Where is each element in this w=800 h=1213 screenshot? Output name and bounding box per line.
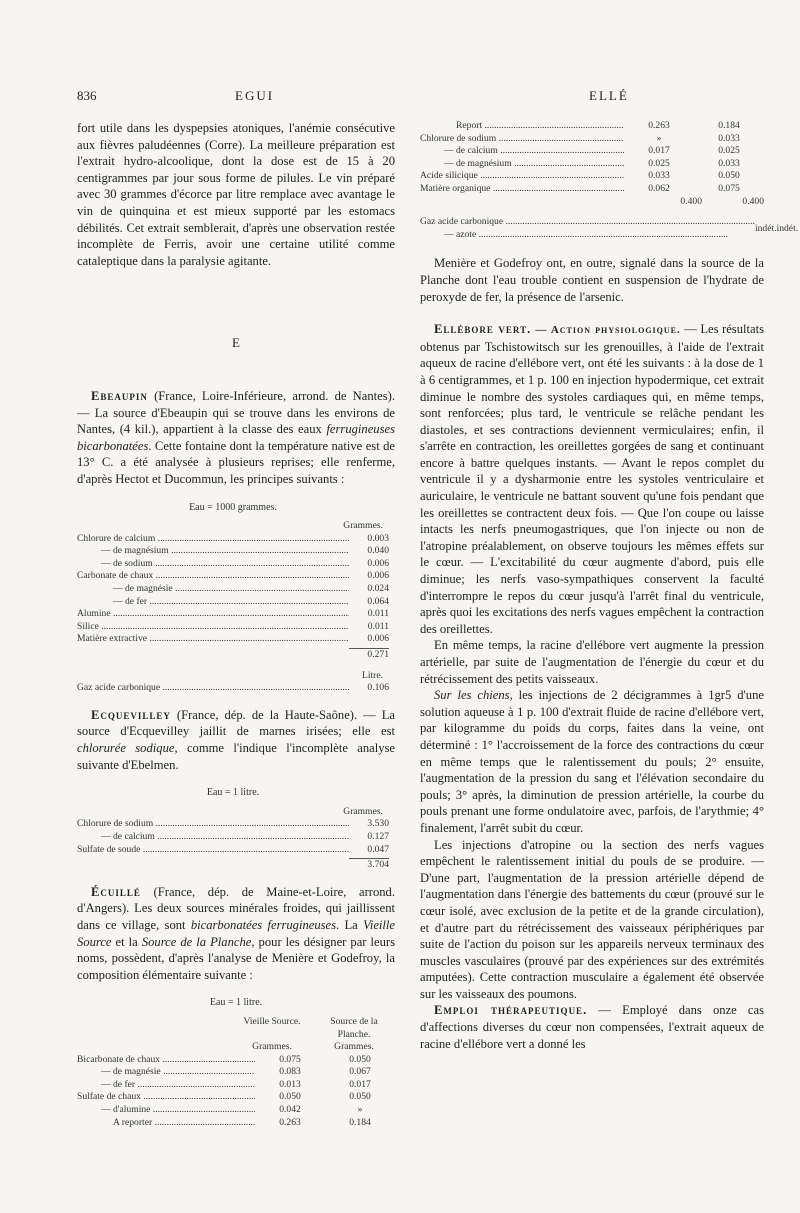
table-row bbox=[420, 170, 764, 183]
table-row bbox=[77, 608, 389, 621]
table-row bbox=[420, 216, 755, 229]
table-row bbox=[420, 133, 764, 146]
row-label: Report ..... bbox=[420, 120, 624, 133]
entry-italic: Source de la Planche bbox=[141, 934, 252, 949]
table-row bbox=[420, 183, 764, 196]
row-value: 0.040 bbox=[367, 545, 389, 557]
table-row bbox=[77, 533, 389, 546]
section-letter: E bbox=[232, 335, 240, 351]
entry-text: (France, dép. de Maine-et-Loire, arrond. d'Angers). Les deux sources minérales froides, qui jaillissent dans ce village, sont bbox=[77, 884, 395, 932]
row-label: Sulfate de chaux ..... bbox=[77, 1091, 255, 1104]
row-label: Chlorure de calcium ..... bbox=[77, 533, 349, 546]
row-label: — azote ..... bbox=[420, 229, 755, 242]
table-row bbox=[420, 158, 764, 171]
row-value: 0.033 bbox=[718, 132, 740, 144]
row-label: — de fer ..... bbox=[77, 1079, 255, 1092]
row-label: Bicarbonate de chaux ..... bbox=[77, 1054, 255, 1067]
row-value: 0.006 bbox=[367, 557, 389, 569]
entry-italic: Vieille Source bbox=[77, 917, 395, 949]
table-total bbox=[77, 859, 389, 872]
table-row bbox=[77, 545, 389, 558]
row-value: 0.011 bbox=[367, 608, 389, 620]
row-label: Sulfate de soude ..... bbox=[77, 844, 349, 857]
table-row bbox=[77, 682, 389, 695]
row-value: 0.024 bbox=[367, 583, 389, 595]
row-label: Gaz acide carbonique ..... bbox=[77, 682, 349, 695]
row-value: 0.050 bbox=[349, 1091, 371, 1103]
ebeaupin-analysis-table bbox=[77, 502, 389, 695]
row-value: 0.062 bbox=[648, 182, 670, 194]
entry-italic: ferrugineuses bicarbonatées bbox=[77, 422, 395, 453]
column-unit: Grammes. bbox=[334, 1041, 374, 1053]
row-value: 0.003 bbox=[367, 532, 389, 544]
table-row bbox=[77, 818, 389, 831]
row-value: 0.013 bbox=[279, 1078, 301, 1090]
total-value: 0.400 bbox=[742, 195, 764, 207]
table-total bbox=[420, 196, 764, 209]
entry-title: Ellébore vert. bbox=[434, 322, 532, 337]
entry-text: — Employé dans onze cas d'affections diverses du cœur non compensées, l'extrait aqueux de racine d'ellébore vert a donné les bbox=[420, 1003, 764, 1051]
meniere-paragraph: Menière et Godefroy ont, en outre, signalé dans la source de la Planche dont l'eau trouble contient en suspension de l'hydrate de peroxyde de fer, la présence de l'arsenic. bbox=[420, 256, 764, 304]
table-unit: Grammes. bbox=[343, 805, 383, 817]
pressure-paragraph: En même temps, la racine d'ellébore vert augmente la pression artérielle, par suite de l'augmentation de l'énergie du cœur et du rétrécissement des petits vaisseaux. bbox=[420, 638, 764, 686]
ecuille-analysis-table bbox=[77, 997, 395, 1129]
row-label: Matière organique ..... bbox=[420, 183, 624, 196]
row-value: 0.042 bbox=[279, 1104, 301, 1116]
intro-paragraph: fort utile dans les dyspepsies atoniques, l'anémie consécutive aux fièvres paludéennes (Corre). La meilleure préparation est l'extrait hydro-alcoolique, dont la dose est de 15 à 20 centigrammes par jour sous forme de pilules. Le vin préparé avec 30 grammes d'écorce par litre remplace avec avantage le vin de quinquina et est mieux supporté par les estomacs débilités. Cet extrait semblerait, d'après une observation restée incomplète de Ferris, avoir une certaine utilité comme cataleptique dans la paralysie agitante. bbox=[77, 121, 395, 268]
ecuille-analysis-table-continued bbox=[420, 120, 799, 241]
table-caption: Eau = 1000 grammes. bbox=[189, 501, 277, 513]
entry-italic: chlorurée sodique bbox=[77, 741, 175, 755]
row-label: Gaz acide carbonique ..... bbox=[420, 216, 755, 229]
row-label: — de sodium ..... bbox=[77, 558, 349, 571]
row-label: Chlorure de sodium ..... bbox=[77, 818, 349, 831]
table-row bbox=[77, 1079, 395, 1092]
row-value: 0.184 bbox=[349, 1116, 371, 1128]
column-header: Source de la Planche. bbox=[330, 1015, 378, 1040]
table-row bbox=[77, 596, 389, 609]
row-value: 0.263 bbox=[279, 1116, 301, 1128]
entry-title: Écuillé bbox=[91, 884, 141, 899]
row-value: 0.064 bbox=[367, 595, 389, 607]
row-value: 0.025 bbox=[718, 145, 740, 157]
entry-text: , comme l'indique l'incomplète analyse suivante d'Ebelmen. bbox=[77, 741, 395, 772]
header-left-word: EGUI bbox=[235, 88, 275, 103]
row-value: 0.050 bbox=[718, 170, 740, 182]
table-caption: Eau = 1 litre. bbox=[209, 997, 263, 1009]
entry-title: Ebeaupin bbox=[91, 388, 148, 403]
total-value: 3.704 bbox=[367, 859, 389, 871]
gas-value: indét. bbox=[754, 223, 777, 235]
gas-value: indét. bbox=[776, 223, 799, 235]
row-label: Alumine ..... bbox=[77, 608, 349, 621]
entry-title: Emploi thérapeutique. bbox=[434, 1003, 588, 1018]
row-label: — de calcium ..... bbox=[420, 145, 624, 158]
row-value: 0.263 bbox=[648, 120, 670, 131]
table-body bbox=[77, 533, 389, 646]
table-row bbox=[77, 1117, 395, 1130]
table-unit-headers bbox=[77, 1041, 395, 1054]
entry-text: , pour les désigner par leurs noms, possèdent, d'après l'analyse de Menière et Godefroy, la composition élémentaire suivante : bbox=[77, 934, 395, 982]
table-body bbox=[420, 120, 764, 196]
entry-text: — Les résultats obtenus par Tschistowitsch sur les grenouilles, à l'aide de l'extrait aqueux de racine d'ellébore vert, ont été les suivants : à la dose de 1 à 6 centigrammes, et 1 p. 100 en injection hypodermique, cet extrait diminue le nombre des systoles cardiaques qui, en même temps, sont renforcées; plus tard, le ventricule se relâche pendant les diastoles, et ses contractions deviennent vermiculaires; enfin, il s'arrête en contraction, les oreillettes gorgées de sang et continuant encore à battre quelques instants. — Avant le repos complet du ventricule il y a dysharmonie entre les systoles ventriculaire et auriculaire, le ventricule ne battant souvent qu'une fois pendant que les oreillettes se contractent deux fois. — Que l'on coupe ou laisse intacts les nerfs pneumogastriques, que l'on injecte ou non de l'atropine préalablement, on observe toujours les mêmes effets sur le cœur. — L'excitabilité du cœur augmente d'abord, puis elle diminue; les nerfs vaso-sympathiques conservent la faculté d'interrompre le repos du cœur jusqu'à l'arrêt final du ventricule, après quoi les excitations des nerfs vagues empêchent la contraction des oreillettes. bbox=[420, 322, 764, 636]
row-value: 0.067 bbox=[349, 1066, 371, 1078]
row-value: 0.017 bbox=[349, 1078, 371, 1090]
table-row bbox=[77, 558, 389, 571]
row-label: Carbonate de chaux ..... bbox=[77, 570, 349, 583]
row-label: Acide silicique ..... bbox=[420, 170, 624, 183]
ecquevilley-analysis-table bbox=[77, 787, 389, 872]
table-row bbox=[77, 633, 389, 646]
ellebore-entry bbox=[420, 321, 764, 637]
table-total bbox=[77, 649, 389, 662]
table-row bbox=[420, 120, 764, 133]
row-value: 0.075 bbox=[279, 1053, 301, 1065]
row-label: — de magnésium ..... bbox=[77, 545, 349, 558]
table-row bbox=[420, 145, 764, 158]
entry-text: (France, dép. de la Haute-Saône). — La source d'Ecquevilley jaillit de marnes irisées; elle est bbox=[77, 707, 395, 739]
table-row bbox=[77, 570, 389, 583]
row-value: 0.006 bbox=[367, 633, 389, 645]
row-value: 0.106 bbox=[367, 682, 389, 694]
total-value: 0.271 bbox=[367, 649, 389, 661]
row-value: » bbox=[357, 1104, 363, 1116]
row-label: — d'alumine ..... bbox=[77, 1104, 255, 1117]
page-number: 836 bbox=[77, 88, 97, 103]
row-value: 0.011 bbox=[367, 620, 389, 632]
entry-text: , les injections de 2 décigrammes à 1gr5 d'une solution aqueuse à 1 p. 100 d'extrait fluide de racine d'ellébore vert, par kilogramme du poids du corps, faites dans la veine, ont déterminé : 1° l'accroissement de la force des contractions du cœur en même temps que le ralentissement du pouls; 2° ensuite, l'augmentation de la pression du sang et l'élévation secondaire du pouls; 3° après, la diminution de pression artérielle, la courbe du pouls prenant une forme ondulatoire avec, parfois, de l'arythmie; 4° finalement, l'arrêt subit du cœur. bbox=[420, 688, 764, 835]
row-value: 0.006 bbox=[367, 570, 389, 582]
table-body bbox=[77, 1054, 395, 1130]
row-label: — de calcium ..... bbox=[77, 831, 349, 844]
row-value: 0.083 bbox=[279, 1066, 301, 1078]
ecuille-entry bbox=[77, 884, 395, 984]
row-label: — de magnésium ..... bbox=[420, 158, 624, 171]
table-column-headers bbox=[77, 1016, 395, 1041]
table-unit: Grammes. bbox=[343, 520, 383, 532]
column-unit: Grammes. bbox=[252, 1041, 292, 1053]
ecquevilley-entry bbox=[77, 707, 395, 773]
entry-italic: Sur les chiens bbox=[434, 688, 510, 703]
entry-italic: bicarbonatées ferrugineuses bbox=[190, 917, 337, 932]
table-row bbox=[77, 583, 389, 596]
table-row bbox=[77, 621, 389, 634]
row-value: » bbox=[656, 132, 662, 144]
running-header bbox=[0, 88, 800, 108]
row-value: 0.050 bbox=[349, 1053, 371, 1065]
atropine-paragraph: Les injections d'atropine ou la section des nerfs vagues empêchent le ralentissement initial du pouls de se produire. — D'une part, l'augmentation de la pression artérielle dépend de l'augmentation dans l'énergie des battements du cœur (prouvé sur le cœur isolé, avec exclusion de la petite et de la grande circulation), et d'autre part du rétrécissement des vaisseaux périphériques par suite de l'action du poison sur les appareils nerveux terminaux des muscles vasculaires (prouvé par des expériences sur des extrémités amputées). Cette contraction musculaire a également été observée sur les vaisseaux des poumons. bbox=[420, 837, 764, 1001]
row-value: 0.017 bbox=[648, 145, 670, 157]
row-label: Silice ..... bbox=[77, 621, 349, 634]
gas-unit: Litre. bbox=[361, 669, 383, 681]
entry-text: et la bbox=[111, 934, 142, 949]
table-row bbox=[420, 229, 755, 242]
row-label: Matière extractive ..... bbox=[77, 633, 349, 646]
entry-subtitle: — Action physiologique. bbox=[531, 324, 681, 337]
gas-rows bbox=[420, 216, 799, 241]
entry-text: (France, Loire-Inférieure, arrond. de Nantes). — La source d'Ebeaupin qui se trouve dans les environs de Nantes, (4 kil.), appartient à la classe des eaux bbox=[77, 388, 395, 437]
row-value: 0.033 bbox=[648, 170, 670, 182]
row-label: A reporter ..... bbox=[77, 1117, 255, 1130]
table-row bbox=[77, 1066, 395, 1079]
entry-text: . Cette fontaine dont la température native est de 13° C. a été analysée à plusieurs reprises; elle renferme, d'après Hectot et Ducommun, les principes suivants : bbox=[77, 438, 395, 486]
row-value: 0.184 bbox=[718, 120, 740, 131]
table-caption: Eau = 1 litre. bbox=[206, 787, 260, 799]
ebeaupin-entry bbox=[77, 388, 395, 488]
row-value: 0.050 bbox=[279, 1091, 301, 1103]
table-row bbox=[77, 1104, 395, 1117]
row-value: 0.075 bbox=[718, 182, 740, 194]
total-value: 0.400 bbox=[680, 195, 702, 207]
table-body bbox=[77, 818, 389, 856]
row-label: — de magnésie ..... bbox=[77, 1066, 255, 1079]
row-label: — de magnésie ..... bbox=[77, 583, 349, 596]
row-label: — de fer ..... bbox=[77, 596, 349, 609]
column-header: Vieille Source. bbox=[243, 1015, 301, 1027]
table-row bbox=[77, 831, 389, 844]
entry-title: Ecquevilley bbox=[91, 707, 171, 722]
table-row bbox=[77, 844, 389, 857]
table-row bbox=[77, 1091, 395, 1104]
left-column bbox=[77, 120, 395, 1129]
row-value: 0.047 bbox=[367, 843, 389, 855]
row-value: 0.127 bbox=[367, 830, 389, 842]
row-value: 0.033 bbox=[718, 157, 740, 169]
emploi-entry bbox=[420, 1002, 764, 1052]
entry-text: . La bbox=[336, 917, 364, 932]
row-value: 3.530 bbox=[367, 818, 389, 830]
right-column bbox=[420, 120, 799, 1052]
row-label: Chlorure de sodium ..... bbox=[420, 133, 624, 146]
header-right-word: ELLÉ bbox=[589, 88, 629, 103]
row-value: 0.025 bbox=[648, 157, 670, 169]
dogs-paragraph bbox=[420, 687, 764, 836]
table-row bbox=[77, 1054, 395, 1067]
